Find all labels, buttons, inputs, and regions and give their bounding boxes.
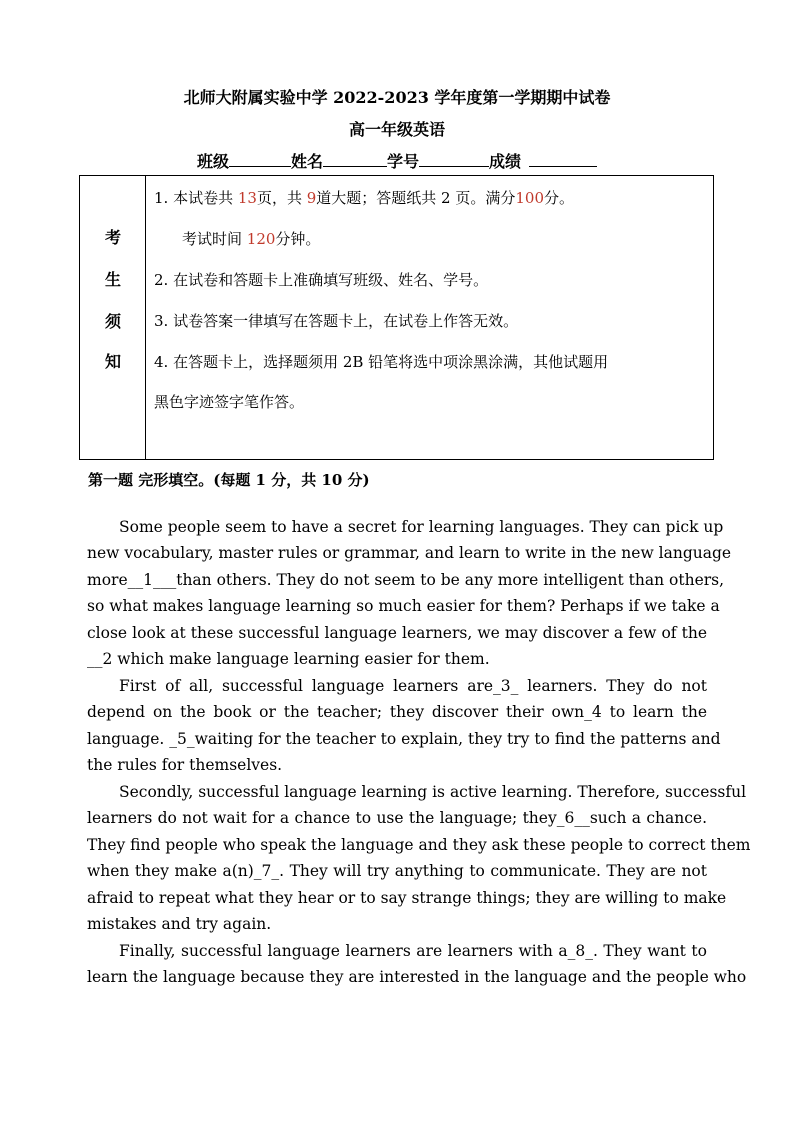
notice-item-3: 3. 试卷答案一律填写在答题卡上，在试卷上作答无效。 bbox=[154, 312, 519, 330]
passage-line: depend on the book or the teacher; they discover their own_4 to learn the bbox=[87, 703, 707, 721]
passage-line: Secondly, successful language learning is active learning. Therefore, successful bbox=[119, 783, 747, 801]
passage-line: First of all, successful language learners are_3_ learners. They do not bbox=[119, 677, 707, 695]
student-id-label: 学号 bbox=[387, 152, 420, 171]
score-blank bbox=[529, 150, 597, 167]
passage-line: learn the language because they are interested in the language and the people who bbox=[87, 968, 747, 986]
notice-text: 考试时间 bbox=[182, 230, 247, 248]
section-count: 9 bbox=[306, 189, 317, 207]
passage-line: close look at these successful language learners, we may discover a few of the bbox=[87, 624, 707, 642]
passage-line: __2 which make language learning easier for them. bbox=[87, 650, 490, 668]
notice-item-1 bbox=[154, 188, 710, 208]
passage-line: They find people who speak the language and they ask these people to correct them bbox=[87, 836, 751, 854]
page-count: 13 bbox=[237, 189, 257, 207]
passage-line: Finally, successful language learners are learners with a_8_. They want to bbox=[119, 942, 707, 960]
notice-item-2: 2. 在试卷和答题卡上准确填写班级、姓名、学号。 bbox=[154, 271, 489, 289]
exam-subtitle: 高一年级英语 bbox=[348, 120, 445, 139]
notice-item-4: 4. 在答题卡上，选择题须用 2B 铅笔将选中项涂黑涂满，其他试题用 bbox=[154, 353, 609, 371]
passage-line: new vocabulary, master rules or grammar, and learn to write in the new language bbox=[87, 544, 732, 562]
student-id-blank bbox=[419, 150, 489, 167]
notice-text: 分钟。 bbox=[275, 230, 321, 248]
passage-line: afraid to repeat what they hear or to say strange things; they are willing to make bbox=[87, 889, 727, 907]
notice-text: 分。 bbox=[544, 189, 575, 207]
notice-item-1-continued bbox=[182, 229, 738, 249]
notice-text: 1. 本试卷共 bbox=[154, 189, 238, 207]
class-blank bbox=[229, 150, 291, 167]
notice-label-char: 考 bbox=[104, 228, 121, 247]
passage-line: more__1___than others. They do not seem to be any more intelligent than others, bbox=[87, 571, 725, 589]
exam-minutes: 120 bbox=[246, 230, 276, 248]
section-1-heading: 第一题 完形填空。(每题 1 分，共 10 分) bbox=[88, 471, 370, 489]
notice-label-char: 生 bbox=[104, 270, 121, 289]
passage-line: Some people seem to have a secret for learning languages. They can pick up bbox=[119, 518, 724, 536]
passage-line: the rules for themselves. bbox=[87, 756, 283, 774]
passage-line: when they make a(n)_7_. They will try anything to communicate. They are not bbox=[87, 862, 707, 880]
total-score: 100 bbox=[515, 189, 545, 207]
exam-title: 北师大附属实验中学 2022-2023 学年度第一学期期中试卷 bbox=[183, 88, 611, 107]
passage-line: so what makes language learning so much easier for them? Perhaps if we take a bbox=[87, 597, 720, 615]
name-blank bbox=[323, 150, 387, 167]
passage-line: learners do not wait for a chance to use the language; they_6__such a chance. bbox=[87, 809, 707, 827]
score-label: 成绩 bbox=[489, 152, 522, 171]
name-label: 姓名 bbox=[290, 152, 323, 171]
passage-line: language. _5_waiting for the teacher to explain, they try to find the patterns and bbox=[87, 730, 721, 748]
notice-label-char: 须 bbox=[104, 312, 121, 331]
passage-line: mistakes and try again. bbox=[87, 915, 272, 933]
exam-notice-box bbox=[79, 175, 714, 460]
notice-label-char: 知 bbox=[104, 352, 121, 371]
class-label: 班级 bbox=[196, 152, 229, 171]
notice-text: 道大题；答题纸共 2 页。满分 bbox=[316, 189, 516, 207]
student-info-line bbox=[0, 150, 794, 172]
notice-label-column bbox=[80, 176, 146, 459]
notice-text: 页，共 bbox=[256, 189, 307, 207]
notice-item-4-continued: 黑色字迹签字笔作答。 bbox=[154, 393, 305, 411]
